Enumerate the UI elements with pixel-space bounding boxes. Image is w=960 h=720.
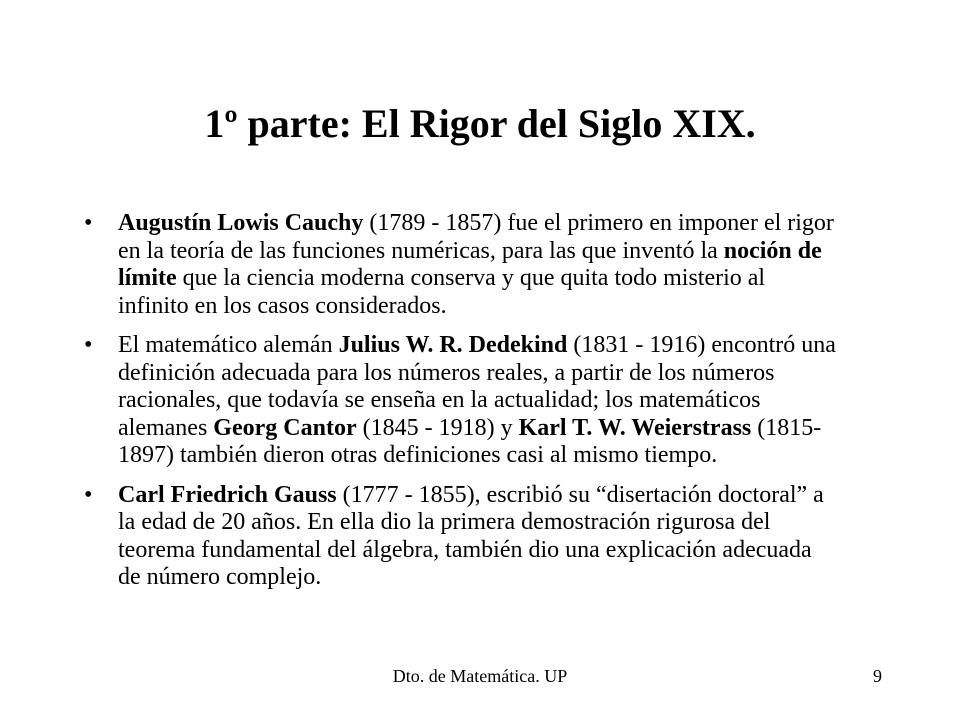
name-dedekind: Julius W. R. Dedekind (338, 332, 568, 358)
slide-title: 1º parte: El Rigor del Siglo XIX. (204, 101, 756, 146)
bullet-item-cauchy (78, 210, 838, 320)
bullet-icon: • (84, 332, 93, 358)
text-segment: El matemático alemán (118, 332, 339, 358)
bullet-text (118, 210, 834, 319)
bullet-list (78, 210, 838, 604)
bullet-item-dedekind (78, 332, 838, 470)
bullet-text (118, 482, 824, 591)
bullet-item-gauss (78, 482, 838, 592)
name-gauss: Carl Friedrich Gauss (118, 481, 337, 508)
term-nocion-de-limite: noción de límite (118, 237, 822, 291)
footer-department: Dto. de Matemática. UP (392, 666, 568, 686)
name-weierstrass: Karl T. W. Weierstrass (518, 414, 752, 441)
name-cantor: Georg Cantor (213, 414, 357, 441)
bullet-icon: • (84, 481, 93, 508)
text-segment: (1831 - 1916) encontró una definición adecuada para los números reales, a partir de los números racionales, que todavía se enseña en la actualidad; los matemáticos alemanes (118, 332, 836, 441)
text-segment: que la ciencia moderna conserva y que quita todo misterio al infinito en los casos considerados. (118, 265, 766, 319)
text-segment: (1789 - 1857) fue el primero en imponer el rigor en la teoría de las funciones numéricas, para las que inventó la (118, 210, 834, 264)
name-cauchy: Augustín Lowis Cauchy (118, 210, 364, 236)
text-segment: (1777 - 1855), escribió su “disertación doctoral” a la edad de 20 años. En ella dio la primera demostración rigurosa del teorema fundamental del álgebra, también dio una explicación adecuada de número complejo. (118, 481, 824, 590)
text-segment: (1815-1897) también dieron otras definiciones casi al mismo tiempo. (118, 414, 822, 468)
page-number: 9 (873, 666, 882, 686)
text-segment: (1845 - 1918) y (356, 414, 519, 441)
bullet-text (118, 332, 836, 468)
bullet-icon: • (84, 210, 93, 236)
